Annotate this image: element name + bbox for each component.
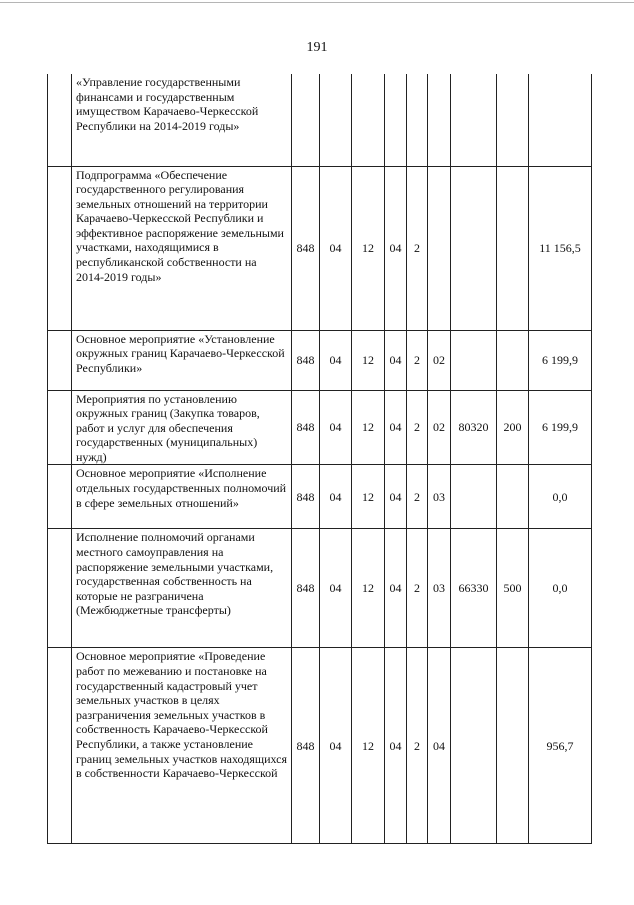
row-marker-cell	[48, 390, 72, 465]
section-cell	[320, 74, 352, 166]
direction-cell	[451, 166, 497, 330]
table-row	[48, 529, 592, 648]
subprogram-cell: 2	[407, 648, 428, 844]
table-row	[48, 74, 592, 166]
program-cell: 04	[385, 390, 407, 465]
program-cell	[385, 74, 407, 166]
amount-cell: 956,7	[529, 648, 592, 844]
table-row	[48, 648, 592, 844]
description-cell: Подпрограмма «Обеспечение государственного регулирования земельных отношений на территории Карачаево-Черкесской Республики и эффективное распоряжение земельными участками, находящимися в республиканской собственности на 2014-2019 годы»	[72, 166, 292, 330]
row-marker-cell	[48, 529, 72, 648]
expense-type-cell	[497, 166, 529, 330]
amount-cell: 0,0	[529, 529, 592, 648]
subsection-cell: 12	[352, 390, 385, 465]
row-marker-cell	[48, 465, 72, 529]
program-cell: 04	[385, 648, 407, 844]
row-marker-cell	[48, 648, 72, 844]
code-cell: 848	[292, 330, 320, 390]
section-cell: 04	[320, 330, 352, 390]
amount-cell: 11 156,5	[529, 166, 592, 330]
description-cell: Мероприятия по установлению окружных границ (Закупка товаров, работ и услуг для обеспечения государственных (муниципальных) нужд)	[72, 390, 292, 465]
direction-cell: 66330	[451, 529, 497, 648]
program-cell: 04	[385, 465, 407, 529]
description-cell: Исполнение полномочий органами местного самоуправления на распоряжение земельными участками, государственная собственность на которые не разграничена (Межбюджетные трансферты)	[72, 529, 292, 648]
direction-cell: 80320	[451, 390, 497, 465]
subprogram-cell	[407, 74, 428, 166]
activity-cell: 04	[428, 648, 451, 844]
subprogram-cell: 2	[407, 166, 428, 330]
code-cell: 848	[292, 529, 320, 648]
expense-type-cell	[497, 465, 529, 529]
subsection-cell: 12	[352, 465, 385, 529]
expense-type-cell: 200	[497, 390, 529, 465]
direction-cell	[451, 648, 497, 844]
row-marker-cell	[48, 166, 72, 330]
subsection-cell	[352, 74, 385, 166]
description-cell: «Управление государственными финансами и государственным имуществом Карачаево-Черкесской Республики на 2014-2019 годы»	[72, 74, 292, 166]
description-cell: Основное мероприятие «Установление окружных границ Карачаево-Черкесской Республики»	[72, 330, 292, 390]
code-cell: 848	[292, 465, 320, 529]
row-marker-cell	[48, 74, 72, 166]
activity-cell	[428, 74, 451, 166]
section-cell: 04	[320, 648, 352, 844]
direction-cell	[451, 74, 497, 166]
subprogram-cell: 2	[407, 390, 428, 465]
program-cell: 04	[385, 166, 407, 330]
subsection-cell: 12	[352, 529, 385, 648]
subprogram-cell: 2	[407, 330, 428, 390]
table-row	[48, 166, 592, 330]
subsection-cell: 12	[352, 330, 385, 390]
expense-type-cell	[497, 648, 529, 844]
subprogram-cell: 2	[407, 529, 428, 648]
budget-table	[47, 74, 592, 844]
subsection-cell: 12	[352, 648, 385, 844]
program-cell: 04	[385, 529, 407, 648]
expense-type-cell	[497, 330, 529, 390]
activity-cell	[428, 166, 451, 330]
subsection-cell: 12	[352, 166, 385, 330]
scan-top-edge-line	[0, 2, 634, 3]
amount-cell	[529, 74, 592, 166]
expense-type-cell: 500	[497, 529, 529, 648]
table-row	[48, 390, 592, 465]
direction-cell	[451, 465, 497, 529]
direction-cell	[451, 330, 497, 390]
program-cell: 04	[385, 330, 407, 390]
description-cell: Основное мероприятие «Проведение работ по межеванию и постановке на государственный кадастровый учет земельных участков в целях разграничения земельных участков в собственность Карачаево-Черкесской Республики, а также установление границ земельных участков находящихся в собственности Карачаево-Черкесской	[72, 648, 292, 844]
table-row	[48, 465, 592, 529]
amount-cell: 6 199,9	[529, 330, 592, 390]
section-cell: 04	[320, 465, 352, 529]
code-cell: 848	[292, 390, 320, 465]
code-cell	[292, 74, 320, 166]
section-cell: 04	[320, 390, 352, 465]
activity-cell: 03	[428, 529, 451, 648]
activity-cell: 02	[428, 330, 451, 390]
row-marker-cell	[48, 330, 72, 390]
section-cell: 04	[320, 529, 352, 648]
table-row	[48, 330, 592, 390]
section-cell: 04	[320, 166, 352, 330]
amount-cell: 0,0	[529, 465, 592, 529]
description-cell: Основное мероприятие «Исполнение отдельных государственных полномочий в сфере земельных отношений»	[72, 465, 292, 529]
code-cell: 848	[292, 166, 320, 330]
expense-type-cell	[497, 74, 529, 166]
amount-cell: 6 199,9	[529, 390, 592, 465]
code-cell: 848	[292, 648, 320, 844]
subprogram-cell: 2	[407, 465, 428, 529]
activity-cell: 03	[428, 465, 451, 529]
page-number: 191	[306, 40, 328, 55]
activity-cell: 02	[428, 390, 451, 465]
